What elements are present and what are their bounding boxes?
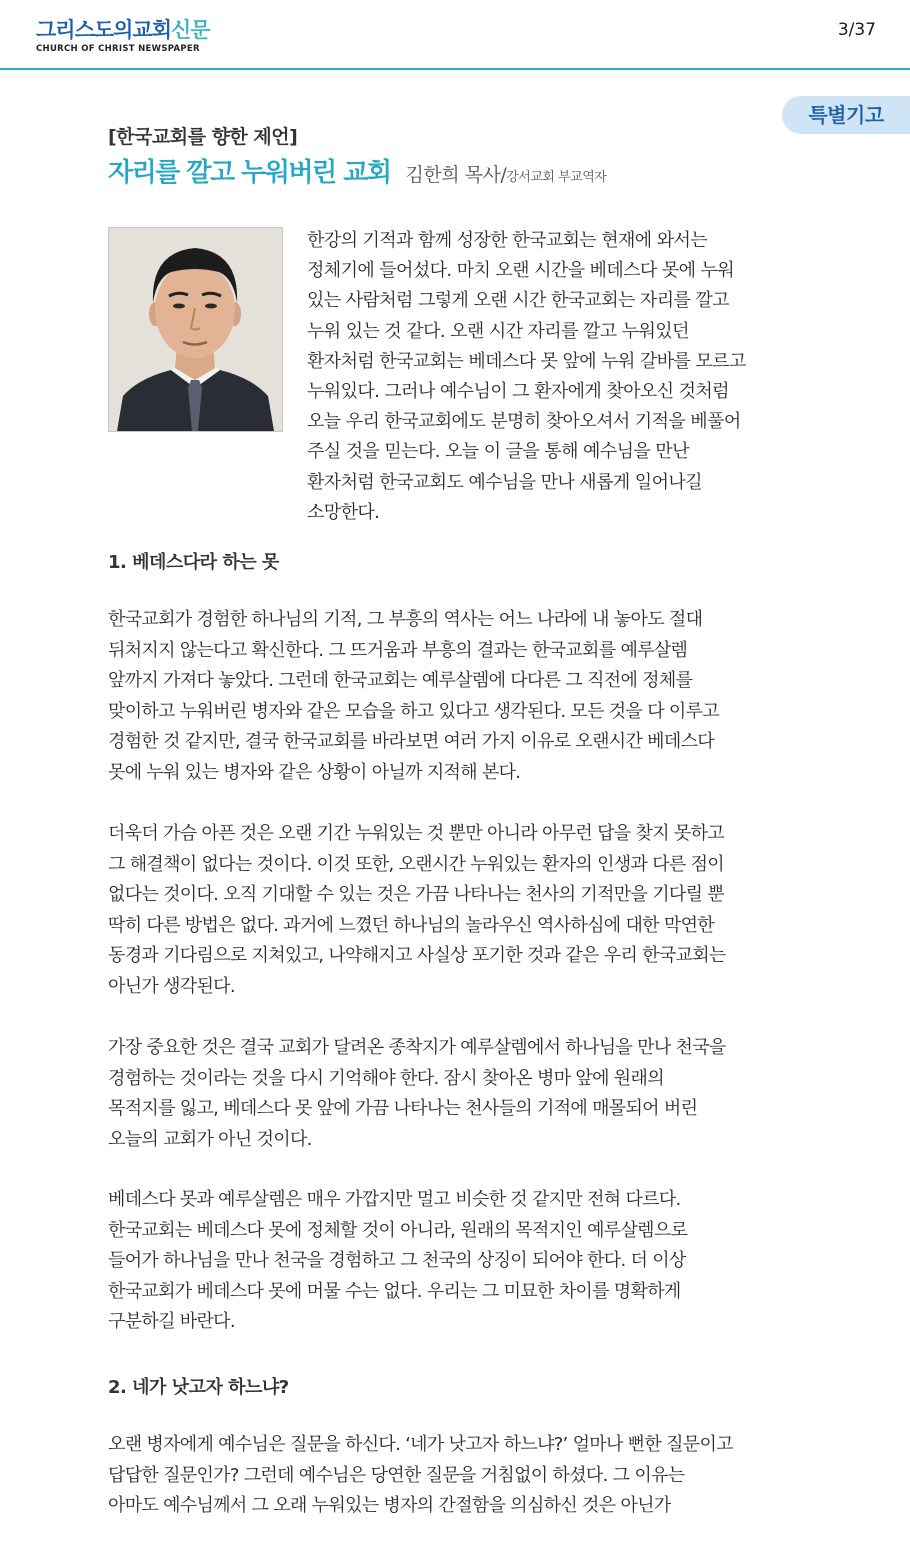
logo-korean [36,18,210,42]
logo-korean-part2: 신문 [171,18,210,42]
paragraph-1 [108,605,818,789]
paragraph-5 [108,1430,818,1522]
page-number: 3/37 [837,20,876,40]
logo-english: CHURCH OF CHRIST NEWSPAPER [36,44,200,54]
section-heading-2: 2. 네가 낫고자 하느냐? [108,1377,289,1398]
paragraph-line: 한국교회가 베데스다 못에 머물 수는 없다. 우리는 그 미묘한 차이를 명확하게 [108,1280,681,1302]
paragraph-line: 구분하길 바란다. [108,1311,235,1333]
paragraph-line: 동경과 기다림으로 지쳐있고, 나약해지고 사실상 포기한 것과 같은 우리 한국교회는 [108,945,726,967]
paragraph-line: 아닌가 생각된다. [108,975,235,997]
paragraph-4 [108,1185,818,1338]
intro-line: 누워 있는 것 같다. 오랜 시간 자리를 깔고 누워있던 [307,320,689,342]
author-role: 강서교회 부교역자 [506,170,607,185]
paragraph-line: 베데스다 못과 예루살렘은 매우 가깝지만 멀고 비슷한 것 같지만 전혀 다르다. [108,1189,681,1210]
section-heading-1: 1. 베데스다라 하는 못 [108,552,279,573]
paragraph-line: 경험한 것 같지만, 결국 한국교회를 바라보면 여러 가지 이유로 오랜시간 베데스다 [108,731,714,753]
paragraph-line: 맞이하고 누워버린 병자와 같은 모습을 하고 있다고 생각된다. 모든 것을 다 이루고 [108,700,719,722]
paragraph-line: 경험하는 것이라는 것을 다시 기억해야 한다. 잠시 찾아온 병마 앞에 원래의 [108,1067,664,1089]
section-tag: 특별기고 [782,96,910,134]
paragraph-line: 오늘의 교회가 아닌 것이다. [108,1128,312,1150]
intro-line: 오늘 우리 한국교회에도 분명히 찾아오셔서 기적을 베풀어 [307,411,741,433]
paragraph-line: 뒤처지지 않는다고 확신한다. 그 뜨거움과 부흥의 결과는 한국교회를 예루살렘 [108,639,688,661]
paragraph-line: 가장 중요한 것은 결국 교회가 달려온 종착지가 예루살렘에서 하나님을 만나 천국을 [108,1037,726,1058]
author-name: 김한희 목사/ [405,164,507,186]
article-title: 자리를 깔고 누워버린 교회 [108,158,391,188]
intro-line: 환자처럼 한국교회는 베데스다 못 앞에 누워 갈바를 모르고 [307,350,746,372]
paragraph-3 [108,1033,818,1155]
article-pretitle: [한국교회를 향한 제언] [108,126,298,148]
paragraph-line: 들어가 하나님을 만나 천국을 경험하고 그 천국의 상징이 되어야 한다. 더 이상 [108,1250,686,1272]
paragraph-line: 앞까지 가져다 놓았다. 그런데 한국교회는 예루살렘에 다다른 그 직전에 정체를 [108,670,693,692]
article-intro [307,226,807,528]
intro-line: 있는 사람처럼 그렇게 오랜 시간 한국교회는 자리를 깔고 [307,290,729,312]
article-title-row [108,152,606,189]
paragraph-2 [108,819,818,1003]
paragraph-line: 딱히 다른 방법은 없다. 과거에 느꼈던 하나님의 놀라우신 역사하심에 대한 막연한 [108,914,714,936]
intro-line: 누워있다. 그러나 예수님이 그 환자에게 찾아오신 것처럼 [307,381,729,403]
paragraph-line: 목적지를 잃고, 베데스다 못 앞에 가끔 나타나는 천사들의 기적에 매몰되어 버린 [108,1098,698,1120]
intro-line: 환자처럼 한국교회도 예수님을 만나 새롭게 일어나길 [307,471,702,493]
paragraph-line: 못에 누워 있는 병자와 같은 상황이 아닐까 지적해 본다. [108,761,521,783]
author-photo [108,227,283,432]
intro-line: 주실 것을 믿는다. 오늘 이 글을 통해 예수님을 만난 [307,441,689,463]
paragraph-line: 없다는 것이다. 오직 기대할 수 있는 것은 가끔 나타나는 천사의 기적만을 기다릴 뿐 [108,884,724,906]
page-header [0,0,910,70]
logo-korean-part1: 그리스도의교회 [36,18,172,42]
intro-line: 정체기에 들어섰다. 마치 오랜 시간을 베데스다 못에 누워 [307,260,735,282]
intro-line: 소망한다. [307,501,380,523]
paragraph-line: 그 해결책이 없다는 것이다. 이것 또한, 오랜시간 누워있는 환자의 인생과 다른 점이 [108,853,724,875]
paragraph-line: 한국교회는 베데스다 못에 정체할 것이 아니라, 원래의 목적지인 예루살렘으로 [108,1219,688,1241]
paragraph-line: 아마도 예수님께서 그 오래 누워있는 병자의 간절함을 의심하신 것은 아닌가 [108,1495,671,1517]
paragraph-line: 한국교회가 경험한 하나님의 기적, 그 부흥의 역사는 어느 나라에 내 놓아도 절대 [108,609,703,630]
intro-line: 한강의 기적과 함께 성장한 한국교회는 현재에 와서는 [307,230,708,251]
newspaper-logo[interactable] [36,18,210,55]
paragraph-line: 더욱더 가슴 아픈 것은 오랜 기간 누워있는 것 뿐만 아니라 아무런 답을 찾지 못하고 [108,823,724,844]
paragraph-line: 오랜 병자에게 예수님은 질문을 하신다. ‘네가 낫고자 하느냐?’ 얼마나 뻔한 질문이고 [108,1434,733,1455]
paragraph-line: 답답한 질문인가? 그런데 예수님은 당연한 질문을 거침없이 하셨다. 그 이유는 [108,1464,685,1486]
